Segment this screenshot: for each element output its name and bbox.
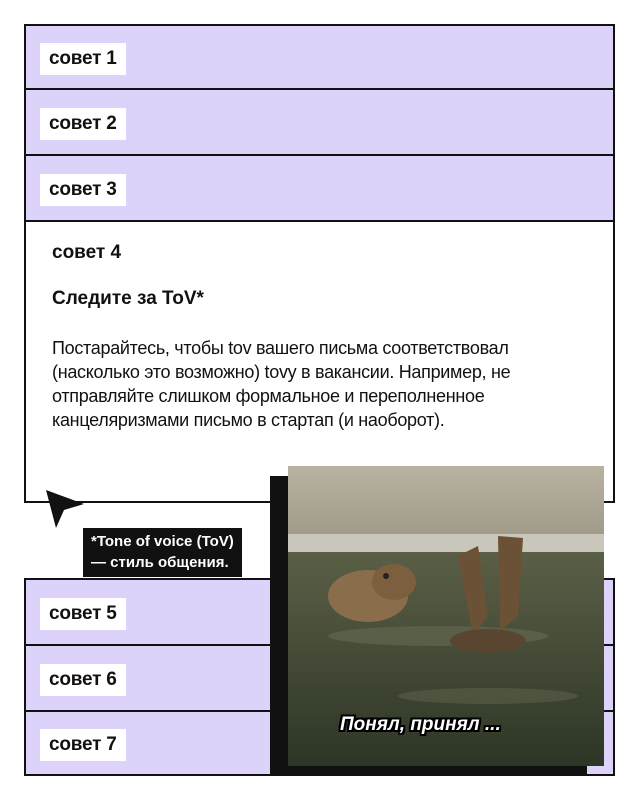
tip-1-label: совет 1: [40, 43, 126, 75]
footnote-line-1: *Tone of voice (ToV): [91, 533, 234, 550]
tone-of-voice-footnote: [83, 528, 242, 577]
tip-4-panel: [24, 220, 615, 503]
tip-2-band[interactable]: [24, 88, 615, 156]
tip-6-label: совет 6: [40, 664, 126, 696]
tip-3-label: совет 3: [40, 174, 126, 206]
tip-2-label: совет 2: [40, 108, 126, 140]
tip-5-label: совет 5: [40, 598, 126, 630]
footnote-line-2: — стиль общения.: [91, 554, 229, 571]
tip-4-label: совет 4: [52, 242, 122, 263]
meme-caption: Понял, принял ...: [340, 714, 501, 735]
capybara-meme-image: [288, 466, 604, 766]
tip-4-body: Постарайтесь, чтобы tov вашего письма соответствовал (насколько это возможно) tovy в вакансии. Например, не отправляйте слишком формальное и переполненное канцеляризмами письмо в стартап (и наоборот).: [52, 338, 511, 430]
cursor-arrow-icon: [44, 488, 88, 532]
tip-4-title: Следите за ToV*: [52, 288, 204, 309]
tip-7-label: совет 7: [40, 729, 126, 761]
tip-1-band[interactable]: [24, 24, 615, 90]
tip-3-band[interactable]: [24, 154, 615, 222]
